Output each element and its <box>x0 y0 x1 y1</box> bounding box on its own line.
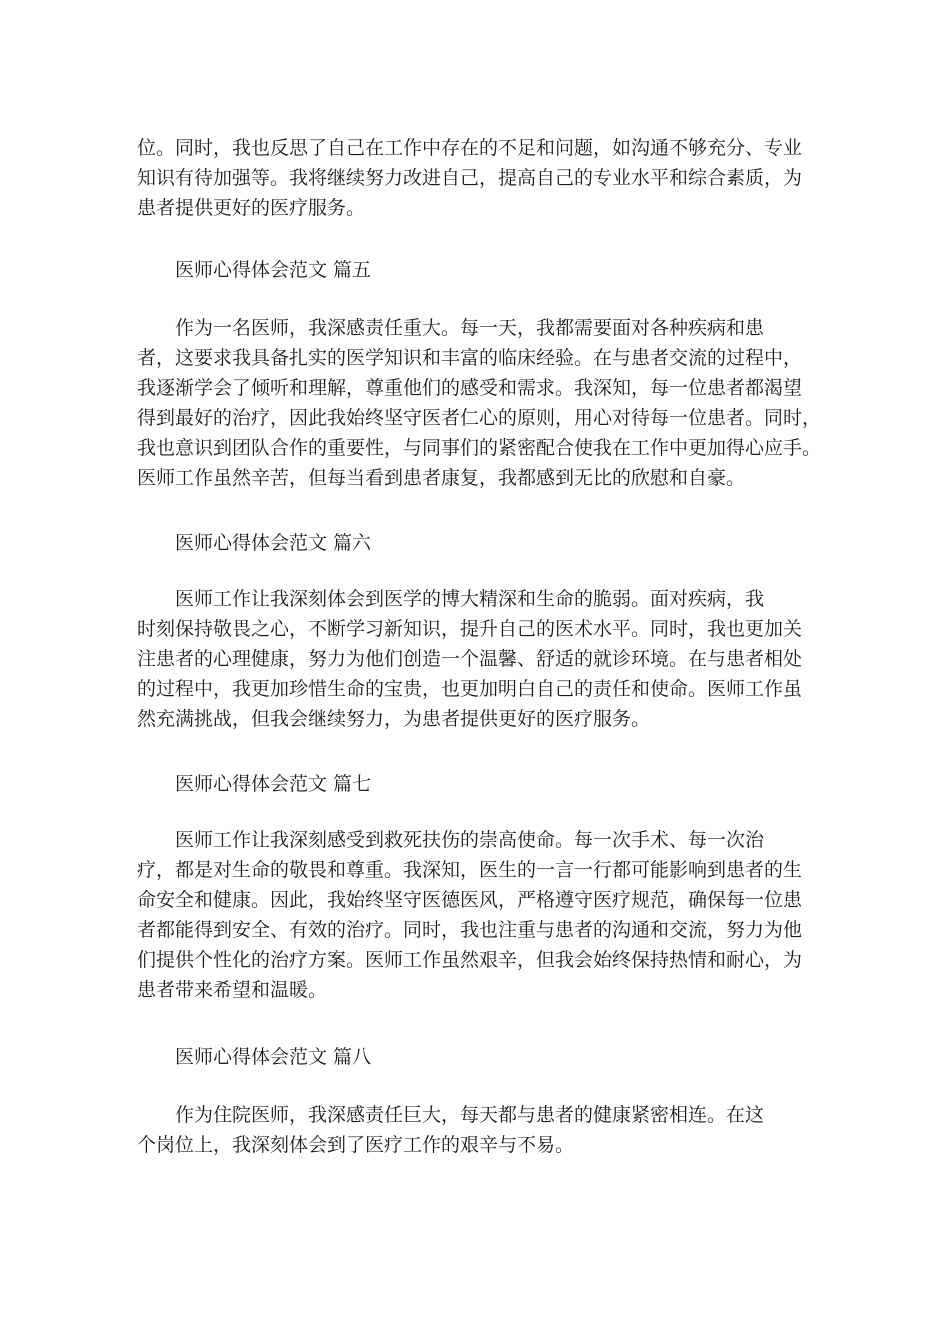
section-paragraph <box>137 825 817 1005</box>
text-line: 作为一名医师，我深感责任重大。每一天，我都需要面对各种疾病和患 <box>137 317 765 339</box>
text-line: 作为住院医师，我深感责任巨大，每天都与患者的健康紧密相连。在这 <box>137 1104 765 1126</box>
text-line: 医师工作让我深刻体会到医学的博大精深和生命的脆弱。面对疾病，我 <box>137 588 765 610</box>
text-line: 命安全和健康。因此，我始终坚守医德医风，严格遵守医疗规范，确保每一位患 <box>137 889 803 911</box>
text-line: 注患者的心理健康，努力为他们创造一个温馨、舒适的就诊环境。在与患者相处 <box>137 648 803 670</box>
text-line: 者都能得到安全、有效的治疗。同时，我也注重与患者的沟通和交流，努力为他 <box>137 919 803 941</box>
text-line: 个岗位上，我深刻体会到了医疗工作的艰辛与不易。 <box>137 1134 575 1156</box>
text-line: 患者带来希望和温暖。 <box>137 979 328 1001</box>
text-line: 我逐渐学会了倾听和理解，尊重他们的感受和需求。我深知，每一位患者都渴望 <box>137 377 803 399</box>
continuation-paragraph <box>137 133 817 223</box>
text-line: 知识有待加强等。我将继续努力改进自己，提高自己的专业水平和综合素质，为 <box>137 167 803 189</box>
text-line: 医师工作让我深刻感受到救死扶伤的崇高使命。每一次手术、每一次治 <box>137 829 765 851</box>
section-heading: 医师心得体会范文 篇六 <box>175 532 372 554</box>
text-line: 然充满挑战，但我会继续努力，为患者提供更好的医疗服务。 <box>137 708 651 730</box>
text-line: 疗，都是对生命的敬畏和尊重。我深知，医生的一言一行都可能影响到患者的生 <box>137 859 803 881</box>
text-line: 得到最好的治疗，因此我始终坚守医者仁心的原则，用心对待每一位患者。同时， <box>137 407 822 429</box>
section-paragraph <box>137 313 822 493</box>
text-line: 患者提供更好的医疗服务。 <box>137 197 366 219</box>
text-line: 者，这要求我具备扎实的医学知识和丰富的临床经验。在与患者交流的过程中， <box>137 347 803 369</box>
text-line: 位。同时，我也反思了自己在工作中存在的不足和问题，如沟通不够充分、专业 <box>137 137 803 159</box>
section-heading: 医师心得体会范文 篇七 <box>175 773 372 795</box>
text-line: 们提供个性化的治疗方案。医师工作虽然艰辛，但我会始终保持热情和耐心，为 <box>137 949 803 971</box>
section-paragraph <box>137 584 817 734</box>
section-heading: 医师心得体会范文 篇八 <box>175 1046 372 1068</box>
text-line: 医师工作虽然辛苦，但每当看到患者康复，我都感到无比的欣慰和自豪。 <box>137 467 746 489</box>
section-paragraph <box>137 1100 817 1160</box>
text-line: 的过程中，我更加珍惜生命的宝贵，也更加明白自己的责任和使命。医师工作虽 <box>137 678 803 700</box>
text-line: 时刻保持敬畏之心，不断学习新知识，提升自己的医术水平。同时，我也更加关 <box>137 618 803 640</box>
text-line: 我也意识到团队合作的重要性，与同事们的紧密配合使我在工作中更加得心应手。 <box>137 437 822 459</box>
section-heading: 医师心得体会范文 篇五 <box>175 259 372 281</box>
